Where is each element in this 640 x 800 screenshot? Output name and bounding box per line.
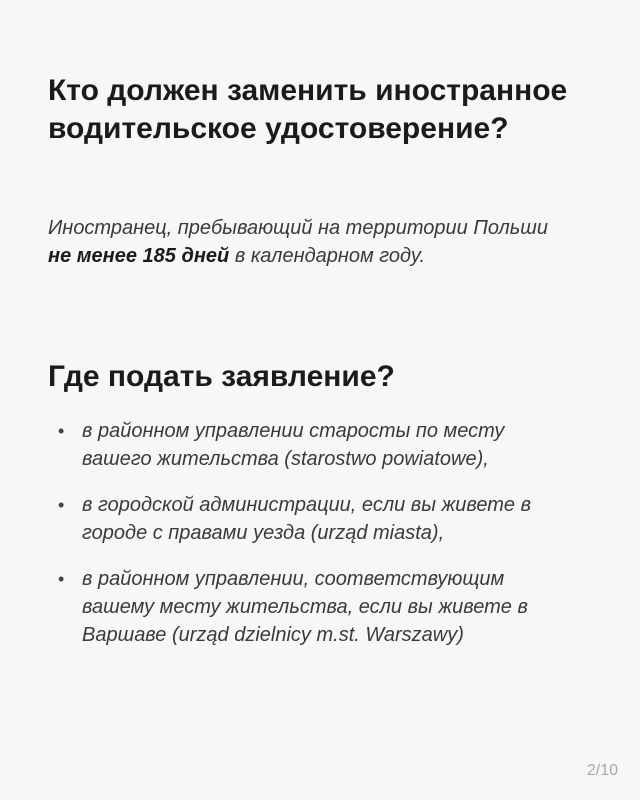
bullet-icon: •: [58, 421, 65, 441]
intro-text-end: в календарном году.: [229, 245, 426, 267]
intro-text-start: Иностранец, пребывающий на территории Польши: [48, 217, 549, 239]
intro-paragraph: [48, 214, 568, 270]
bullet-icon: •: [58, 495, 65, 515]
list-item-text: в городской администрации, если вы живете в городе с правами уезда (urząd miasta),: [82, 494, 532, 544]
section-heading-who: Кто должен заменить иностранное водительское удостоверение?: [48, 74, 568, 145]
intro-text-highlight: не менее 185 дней: [48, 245, 230, 267]
list-item: [56, 417, 576, 473]
list-item-text: в районном управлении, соответствующим вашему месту жительства, если вы живете в Варшаве (urząd dzielnicy m.st. Warszawy): [82, 568, 528, 646]
page-indicator: 2/10: [586, 762, 618, 779]
list-item-text: в районном управлении старосты по месту вашего жительства (starostwo powiatowe),: [82, 420, 505, 470]
bullet-icon: •: [58, 569, 65, 589]
section-heading-where: Где подать заявление?: [48, 360, 395, 393]
list-item: [56, 565, 576, 649]
list-item: [56, 491, 576, 547]
application-places-list: [56, 417, 576, 667]
